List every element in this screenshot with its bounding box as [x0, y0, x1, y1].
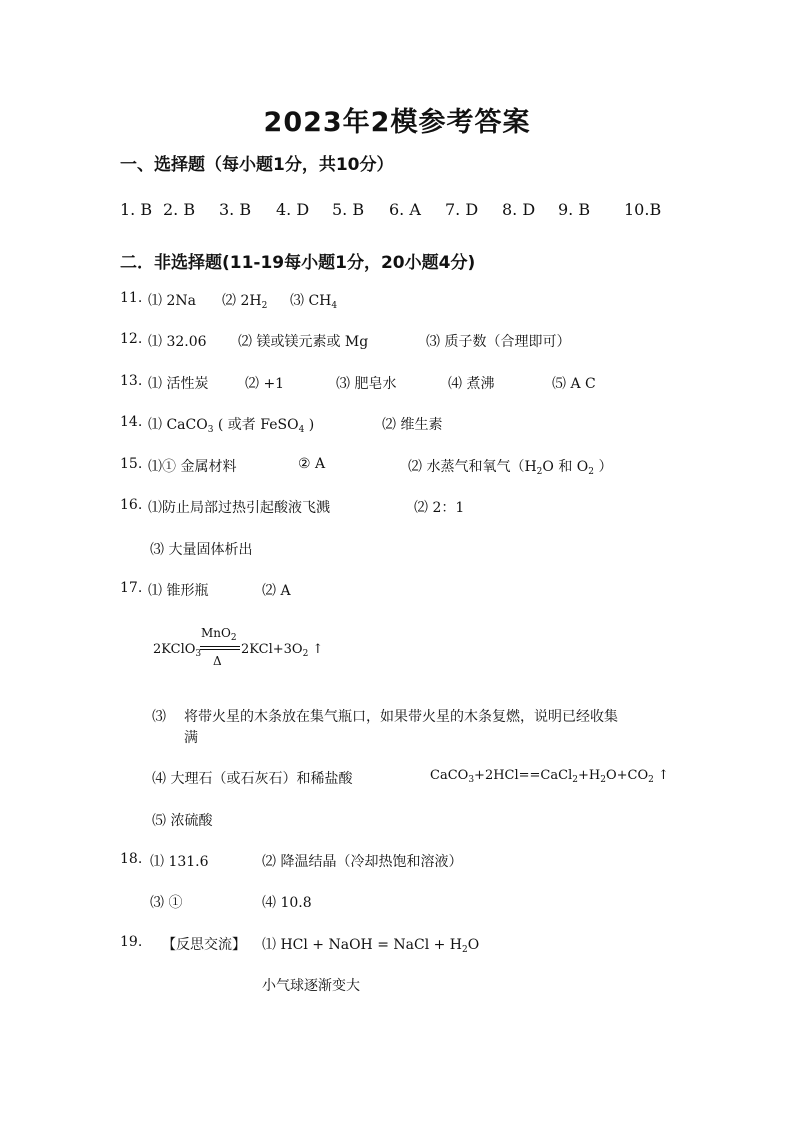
q11-answer-1: ⑴ 2Na [148, 293, 196, 309]
mc-answer: 9. B [558, 200, 591, 219]
section-2-heading: 二．非选择题(11-19每小题1分，20小题4分) [120, 253, 476, 273]
q13-answer-1: ⑴ 活性炭 [148, 376, 209, 392]
q17-number: 17. [120, 580, 143, 596]
q17-answer-2: ⑵ A [262, 583, 291, 599]
q18-answer-3: ⑶ ① [150, 895, 183, 911]
q17-answer-3-line-1: 将带火星的木条放在集气瓶口，如果带火星的木条复燃，说明已经收集 [184, 709, 618, 725]
q12-number: 12. [120, 331, 143, 347]
q18-answer-2: ⑵ 降温结晶（冷却热饱和溶液） [262, 854, 463, 870]
equation-catalyst: MnO$_2$ [201, 626, 237, 643]
q18-number: 18. [120, 851, 143, 867]
q13-answer-2: ⑵ +1 [245, 376, 285, 392]
q15-answer-2: ② A [298, 456, 326, 472]
multiple-choice-answers [120, 200, 661, 219]
q15-answer-1: ⑴① 金属材料 [148, 459, 237, 475]
q16-answer-1: ⑴防止局部过热引起酸液飞溅 [148, 500, 330, 516]
q17-answer-1: ⑴ 锥形瓶 [148, 583, 209, 599]
q19-answer-1: ⑴ HCl + NaOH = NaCl + $H_2O$ [262, 937, 480, 955]
q19-answer-2: 小气球逐渐变大 [262, 978, 360, 994]
equation-double-line-top [200, 646, 240, 647]
q17-answer-5: ⑸ 浓硫酸 [152, 813, 213, 829]
q12-answer-1: ⑴ 32.06 [148, 334, 207, 350]
q18-answer-4: ⑷ 10.8 [262, 895, 312, 911]
q18-answer-1: ⑴ 131.6 [150, 854, 209, 870]
mc-answer: 2. B [163, 200, 196, 219]
q11-answer-3: ⑶ $CH_4$ [290, 293, 338, 311]
q14-number: 14. [120, 414, 143, 430]
q17-answer-4-equation: $CaCO_3+2HCl==CaCl_2+H_2O+CO_2$ ↑ [430, 768, 669, 785]
q16-number: 16. [120, 497, 143, 513]
q17-answer-3-line-2: 满 [184, 730, 198, 746]
q13-answer-3: ⑶ 肥皂水 [336, 376, 397, 392]
q11-number: 11. [120, 290, 143, 306]
equation-double-line-bottom [200, 649, 240, 650]
equation-product: $2KCl+3O_2$ ↑ [241, 642, 324, 659]
q15-number: 15. [120, 456, 143, 472]
q12-answer-3: ⑶ 质子数（合理即可） [426, 334, 571, 350]
mc-answer: 8. D [502, 200, 536, 219]
q17-answer-3-number: ⑶ [152, 709, 166, 725]
section-1-heading: 一、选择题（每小题1分，共10分） [120, 155, 394, 175]
mc-answer: 5. B [332, 200, 365, 219]
equation-condition: Δ [213, 654, 222, 668]
mc-answer: 3. B [219, 200, 252, 219]
q12-answer-2: ⑵ 镁或镁元素或 Mg [238, 334, 369, 350]
q16-answer-2: ⑵ 2：1 [414, 500, 465, 516]
q19-number: 19. [120, 934, 143, 950]
q11-answer-2: ⑵ $2H_2$ [222, 293, 268, 311]
q17-answer-4: ⑷ 大理石（或石灰石）和稀盐酸 [152, 771, 353, 787]
q19-label: 【反思交流】 [162, 937, 246, 953]
equation-reactant: 2KClO$_3$ [153, 642, 202, 659]
q15-answer-3: ⑵ 水蒸气和氧气（$H_2O$ 和 $O_2$ ） [408, 459, 613, 477]
q13-answer-4: ⑷ 煮沸 [448, 376, 495, 392]
mc-answer: 6. A [389, 200, 421, 219]
q13-number: 13. [120, 373, 143, 389]
mc-answer: 10.B [624, 200, 662, 219]
mc-answer: 7. D [445, 200, 479, 219]
mc-answer: 1. B [120, 200, 153, 219]
q13-answer-5: ⑸ A C [552, 376, 596, 392]
page-title: 2023年2模参考答案 [263, 107, 531, 138]
q16-answer-3: ⑶ 大量固体析出 [150, 542, 253, 558]
mc-answer: 4. D [276, 200, 310, 219]
q14-answer-2: ⑵ 维生素 [382, 417, 443, 433]
q14-answer-1: ⑴ CaCO$_3$ ( 或者 FeSO$_4$ ) [148, 417, 315, 435]
